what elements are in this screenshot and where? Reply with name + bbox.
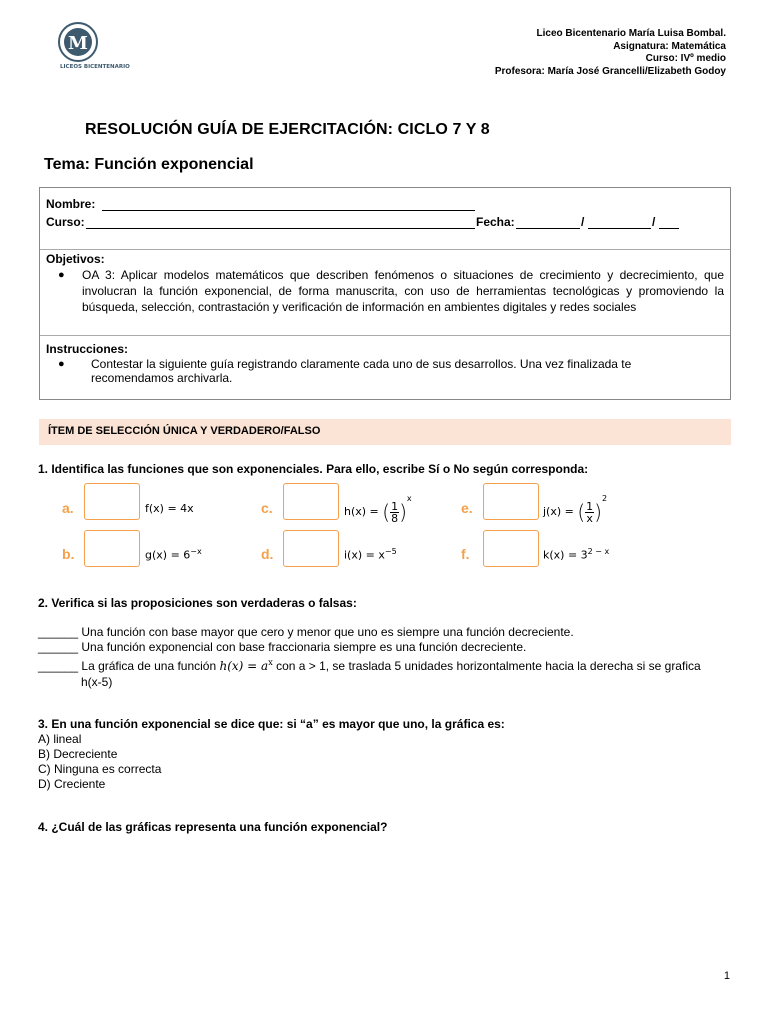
- topic-title: Tema: Función exponencial: [44, 156, 254, 173]
- course: Curso: IVº medio: [645, 53, 726, 64]
- answer-blank[interactable]: ______: [38, 659, 79, 673]
- school-logo: [52, 20, 130, 72]
- name-field[interactable]: [102, 210, 475, 211]
- function-b: $g(x) = 6^{-x}$: [145, 547, 202, 562]
- date-label: Fecha:: [476, 215, 515, 229]
- answer-blank[interactable]: ______: [38, 625, 79, 639]
- option-letter: b.: [62, 546, 75, 562]
- option-letter: e.: [461, 500, 473, 516]
- answer-box-a[interactable]: [84, 483, 140, 520]
- answer-box-c[interactable]: [283, 483, 339, 520]
- question-2: 2. Verifica si las proposiciones son verdaderas o falsas:: [38, 596, 357, 610]
- option-letter: d.: [261, 546, 274, 562]
- objectives-label: Objetivos:: [46, 252, 105, 266]
- date-separator: /: [652, 215, 656, 229]
- choice-d[interactable]: D) Creciente: [38, 777, 106, 791]
- course-label: Curso:: [46, 215, 85, 229]
- student-data-section: [40, 188, 730, 250]
- answer-blank[interactable]: ______: [38, 640, 79, 654]
- choice-b[interactable]: B) Decreciente: [38, 747, 118, 761]
- teachers: Profesora: María José Grancelli/Elizabeth Godoy: [494, 65, 726, 77]
- bullet-icon: ●: [58, 358, 65, 370]
- logo-text: LICEOS BICENTENARIO: [60, 64, 130, 70]
- statement-3: ______ La gráfica de una función $h(x) = a^x$ con a > 1, se traslada 5 unidades horizontalmente hacia la derecha si se grafica: [38, 658, 701, 673]
- name-label: Nombre:: [46, 197, 96, 211]
- function-e: j(x) = ( $\frac{1}{x}$ )$^2$: [543, 494, 608, 525]
- date-separator: /: [581, 215, 585, 229]
- option-letter: a.: [62, 500, 74, 516]
- header-info: [495, 28, 726, 78]
- answer-box-e[interactable]: [483, 483, 539, 520]
- function-a: f(x) = 4x: [145, 502, 194, 515]
- objectives-section: [40, 250, 730, 336]
- subject: Asignatura: Matemática: [613, 40, 726, 52]
- answer-box-d[interactable]: [283, 530, 339, 567]
- statement-1: ______ Una función con base mayor que cero y menor que uno es siempre una función decreciente.: [38, 625, 574, 639]
- school-name: Liceo Bicentenario María Luisa Bombal.: [536, 28, 726, 39]
- info-box: [39, 187, 731, 400]
- logo-monogram: M: [68, 33, 88, 54]
- answer-box-b[interactable]: [84, 530, 140, 567]
- page-title: RESOLUCIÓN GUÍA DE EJERCITACIÓN: CICLO 7 Y 8: [85, 121, 490, 138]
- date-month-field[interactable]: [588, 228, 651, 229]
- answer-box-f[interactable]: [483, 530, 539, 567]
- function-c: h(x) = ( $\frac{1}{8}$ )$^x$: [344, 494, 412, 525]
- choice-a[interactable]: A) lineal: [38, 732, 82, 746]
- choice-c[interactable]: C) Ninguna es correcta: [38, 762, 162, 776]
- bullet-icon: ●: [58, 269, 65, 281]
- option-letter: f.: [461, 546, 470, 562]
- statement-3-continuation: h(x-5): [81, 675, 113, 689]
- function-d: $i(x) = x^{-5}$: [344, 547, 397, 562]
- course-field[interactable]: [86, 228, 475, 229]
- page-number: 1: [723, 970, 730, 982]
- question-4: 4. ¿Cuál de las gráficas representa una función exponencial?: [38, 820, 388, 834]
- date-day-field[interactable]: [516, 228, 580, 229]
- date-year-field[interactable]: [659, 228, 679, 229]
- function-f: $k(x) = 3^{2 - x}$: [543, 547, 610, 562]
- instructions-label: Instrucciones:: [46, 342, 129, 356]
- question-3: 3. En una función exponencial se dice que: si “a” es mayor que uno, la gráfica es:: [38, 717, 505, 731]
- instructions-text: Contestar la siguiente guía registrando claramente cada uno de sus desarrollos. Una vez finalizada te recomendamos archivarla.: [91, 357, 632, 385]
- question-1: 1. Identifica las funciones que son exponenciales. Para ello, escribe Sí o No según corresponda:: [38, 462, 589, 476]
- objectives-text: OA 3: Aplicar modelos matemáticos que describen fenómenos o situaciones de crecimiento y decrecimiento, que involucran la función exponencial, de forma manuscrita, con uso de herramientas tecnológicas y promoviendo la búsqueda, selección, contrastación y verificación de información en ambientes digitales y redes sociales: [82, 268, 724, 314]
- statement-2: ______ Una función exponencial con base fraccionaria siempre es una función decreciente.: [38, 640, 527, 654]
- section-band: ÍTEM DE SELECCIÓN ÚNICA Y VERDADERO/FALSO: [39, 419, 731, 445]
- option-letter: c.: [261, 500, 273, 516]
- instructions-section: [40, 336, 730, 401]
